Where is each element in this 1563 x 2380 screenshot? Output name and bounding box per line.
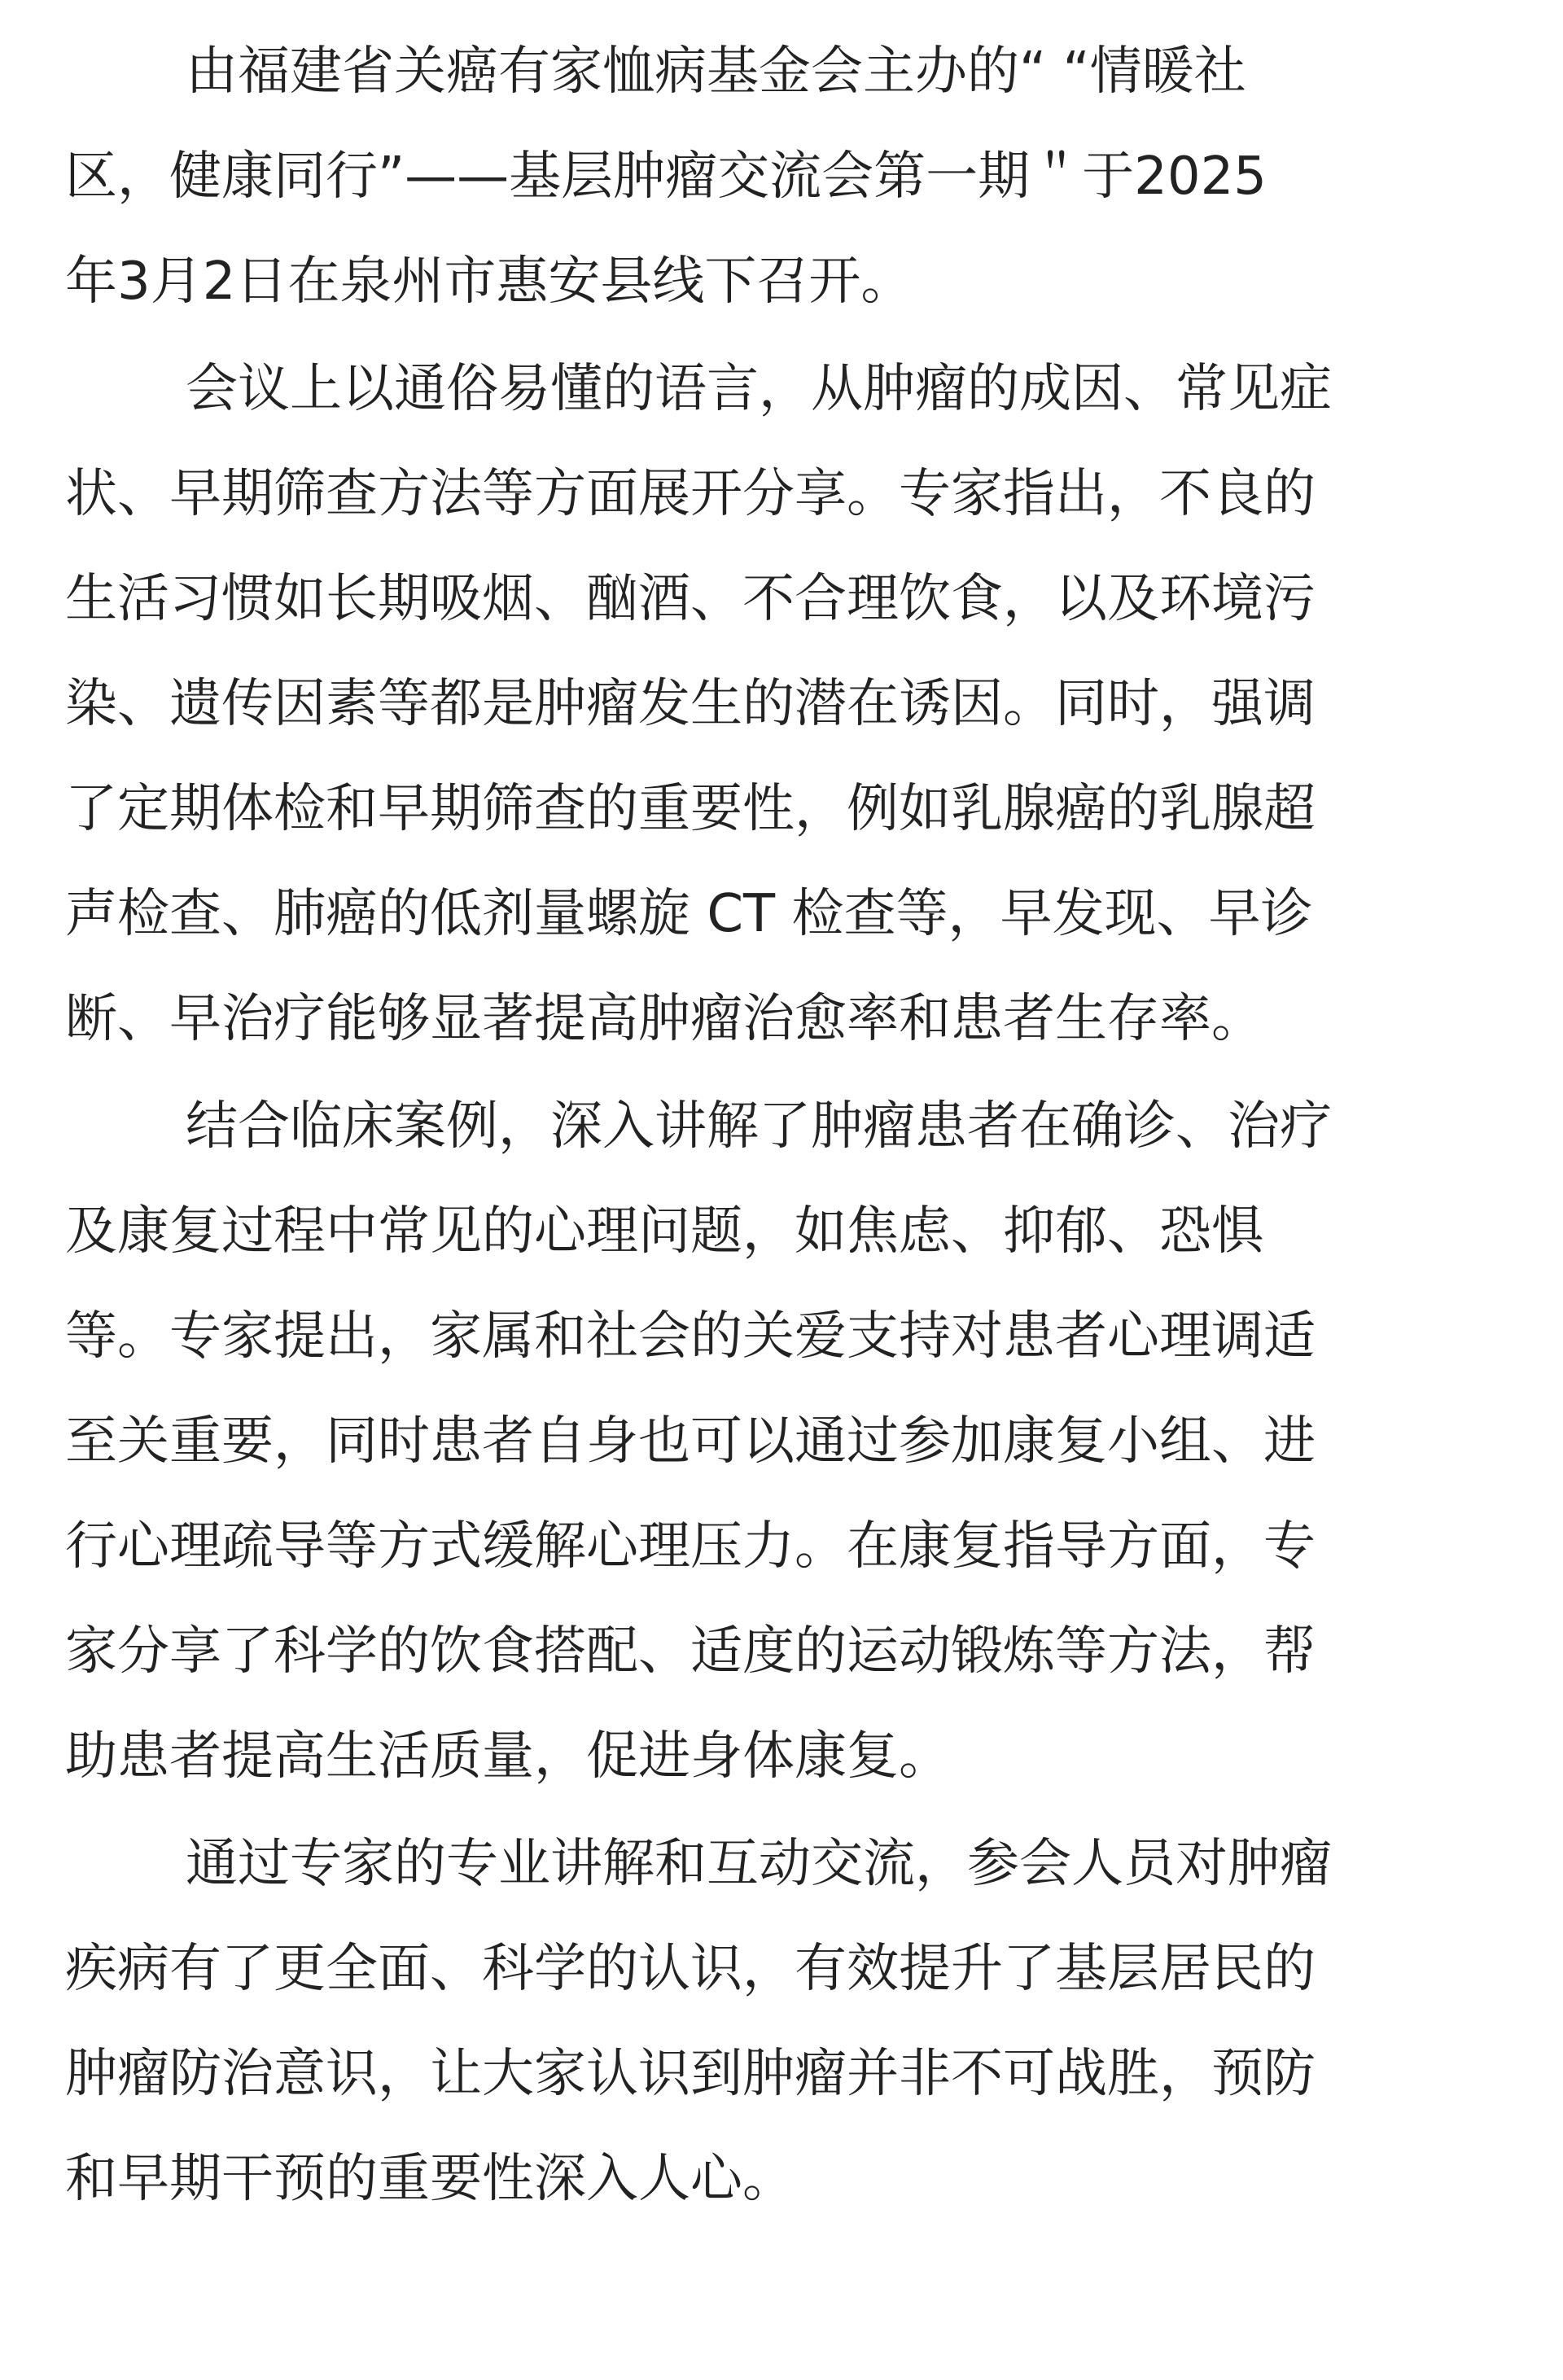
text-line: 行心理疏导等方式缓解心理压力。在康复指导方面，专	[65, 1516, 1316, 1577]
text-line: 结合临床案例，深入讲解了肿瘤患者在确诊、治疗	[186, 1096, 1332, 1157]
text-line: 会议上以通俗易懂的语言，从肿瘤的成因、常见症	[186, 359, 1332, 419]
text-line: 及康复过程中常见的心理问题，如焦虑、抑郁、恐惧	[65, 1201, 1263, 1262]
text-line: 由福建省关癌有家恤病基金会主办的“ “情暖社	[186, 42, 1246, 102]
article-body	[65, 20, 1498, 2234]
text-line: 生活习惯如长期吸烟、酗酒、不合理饮食，以及环境污	[65, 569, 1316, 629]
text-line: 了定期体检和早期筛查的重要性，例如乳腺癌的乳腺超	[65, 779, 1316, 839]
text-line: 染、遗传因素等都是肿瘤发生的潜在诱因。同时，强调	[65, 674, 1316, 734]
text-line: 断、早治疗能够显著提高肿瘤治愈率和患者生存率。	[65, 989, 1263, 1049]
text-line: 状、早期筛查方法等方面展开分享。专家指出，不良的	[65, 464, 1316, 524]
text-line: 助患者提高生活质量，促进身体康复。	[65, 1726, 951, 1787]
paragraph-conclusion	[65, 1812, 1498, 2232]
text-line: 声检查、肺癌的低剂量螺旋 CT 检查等，早发现、早诊	[65, 884, 1313, 944]
paragraph-causes	[65, 337, 1498, 1072]
paragraph-intro	[65, 20, 1498, 335]
text-line: 通过专家的专业讲解和互动交流，参会人员对肿瘤	[186, 1834, 1332, 1894]
paragraph-psychology	[65, 1074, 1498, 1809]
text-line: 区，健康同行”——基层肿瘤交流会第一期＂于2025	[65, 147, 1267, 207]
text-line: 至关重要，同时患者自身也可以通过参加康复小组、进	[65, 1411, 1316, 1472]
text-line: 家分享了科学的饮食搭配、适度的运动锻炼等方法，帮	[65, 1621, 1316, 1682]
text-line: 肿瘤防治意识，让大家认识到肿瘤并非不可战胜，预防	[65, 2044, 1316, 2104]
text-line: 和早期干预的重要性深入人心。	[65, 2149, 795, 2209]
text-line: 疾病有了更全面、科学的认识，有效提升了基层居民的	[65, 1939, 1316, 1999]
text-line: 年3月2日在泉州市惠安县线下召开。	[65, 252, 913, 312]
text-line: 等。专家提出，家属和社会的关爱支持对患者心理调适	[65, 1306, 1316, 1367]
